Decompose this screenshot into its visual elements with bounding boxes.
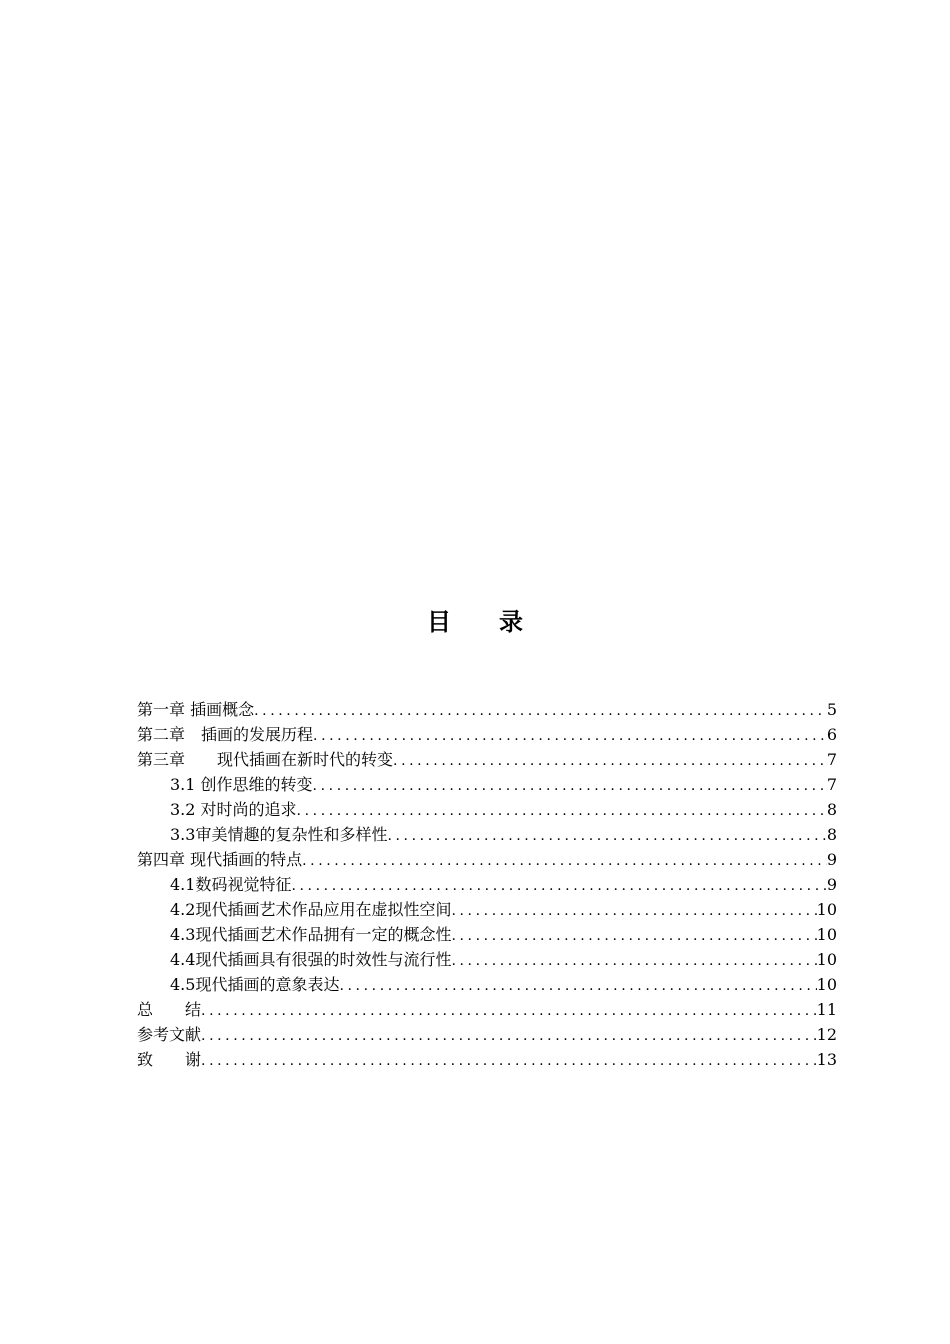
toc-leader-dots bbox=[201, 1049, 817, 1074]
toc-leader-dots bbox=[254, 699, 827, 724]
toc-leader-dots bbox=[201, 999, 817, 1024]
toc-entry-page: 7 bbox=[826, 750, 837, 769]
toc-entry[interactable] bbox=[137, 947, 837, 972]
toc-entry[interactable] bbox=[137, 747, 837, 772]
toc-entry-page: 10 bbox=[816, 950, 837, 969]
toc-entry-page: 10 bbox=[816, 975, 837, 994]
toc-leader-dots bbox=[302, 849, 827, 874]
toc-entry-label: 3.1 创作思维的转变 bbox=[170, 775, 313, 794]
toc-entry-page: 8 bbox=[826, 825, 837, 844]
toc-entry-label: 第一章 插画概念 bbox=[137, 700, 255, 719]
toc-entry[interactable] bbox=[137, 897, 837, 922]
toc-entry[interactable] bbox=[137, 697, 837, 722]
toc-entry[interactable] bbox=[137, 797, 837, 822]
toc-entry-page: 10 bbox=[816, 925, 837, 944]
toc-entry-label: 第二章 插画的发展历程 bbox=[137, 725, 314, 744]
toc-leader-dots bbox=[451, 924, 816, 949]
toc-leader-dots bbox=[313, 724, 827, 749]
toc-leader-dots bbox=[297, 799, 827, 824]
table-of-contents bbox=[137, 697, 837, 1072]
toc-entry-page: 13 bbox=[816, 1050, 837, 1069]
toc-entry-page: 8 bbox=[826, 800, 837, 819]
toc-entry-label: 4.1数码视觉特征 bbox=[170, 875, 292, 894]
toc-entry-label: 3.2 对时尚的追求 bbox=[170, 800, 297, 819]
toc-leader-dots bbox=[451, 899, 816, 924]
toc-entry[interactable] bbox=[137, 872, 837, 897]
toc-entry-page: 11 bbox=[816, 1000, 837, 1019]
toc-entry[interactable] bbox=[137, 822, 837, 847]
toc-entry[interactable] bbox=[137, 772, 837, 797]
toc-entry[interactable] bbox=[137, 847, 837, 872]
toc-entry-page: 12 bbox=[816, 1025, 837, 1044]
toc-entry[interactable] bbox=[137, 1047, 837, 1072]
toc-leader-dots bbox=[291, 874, 826, 899]
toc-entry-label: 4.3现代插画艺术作品拥有一定的概念性 bbox=[170, 925, 452, 944]
toc-entry-page: 9 bbox=[826, 850, 837, 869]
toc-entry-page: 7 bbox=[826, 775, 837, 794]
toc-entry-page: 10 bbox=[816, 900, 837, 919]
toc-leader-dots bbox=[201, 1024, 817, 1049]
toc-entry-page: 9 bbox=[826, 875, 837, 894]
toc-entry-label: 致 谢 bbox=[137, 1050, 202, 1069]
toc-entry-label: 4.4现代插画具有很强的时效性与流行性 bbox=[170, 950, 452, 969]
toc-leader-dots bbox=[387, 824, 826, 849]
toc-entry[interactable] bbox=[137, 1022, 837, 1047]
toc-entry-label: 4.2现代插画艺术作品应用在虚拟性空间 bbox=[170, 900, 452, 919]
toc-leader-dots bbox=[339, 974, 816, 999]
toc-entry-page: 5 bbox=[826, 700, 837, 719]
toc-leader-dots bbox=[313, 774, 827, 799]
toc-entry-label: 第三章 现代插画在新时代的转变 bbox=[137, 750, 394, 769]
toc-entry[interactable] bbox=[137, 972, 837, 997]
toc-leader-dots bbox=[393, 749, 827, 774]
page-title: 目 录 bbox=[427, 607, 523, 636]
toc-entry-label: 参考文献 bbox=[137, 1025, 202, 1044]
toc-entry[interactable] bbox=[137, 997, 837, 1022]
toc-entry-label: 3.3审美情趣的复杂性和多样性 bbox=[170, 825, 388, 844]
toc-entry-label: 4.5现代插画的意象表达 bbox=[170, 975, 340, 994]
toc-entry[interactable] bbox=[137, 722, 837, 747]
toc-leader-dots bbox=[451, 949, 816, 974]
toc-entry-label: 第四章 现代插画的特点 bbox=[137, 850, 303, 869]
toc-entry-label: 总 结 bbox=[137, 1000, 202, 1019]
toc-entry-page: 6 bbox=[826, 725, 837, 744]
toc-entry[interactable] bbox=[137, 922, 837, 947]
